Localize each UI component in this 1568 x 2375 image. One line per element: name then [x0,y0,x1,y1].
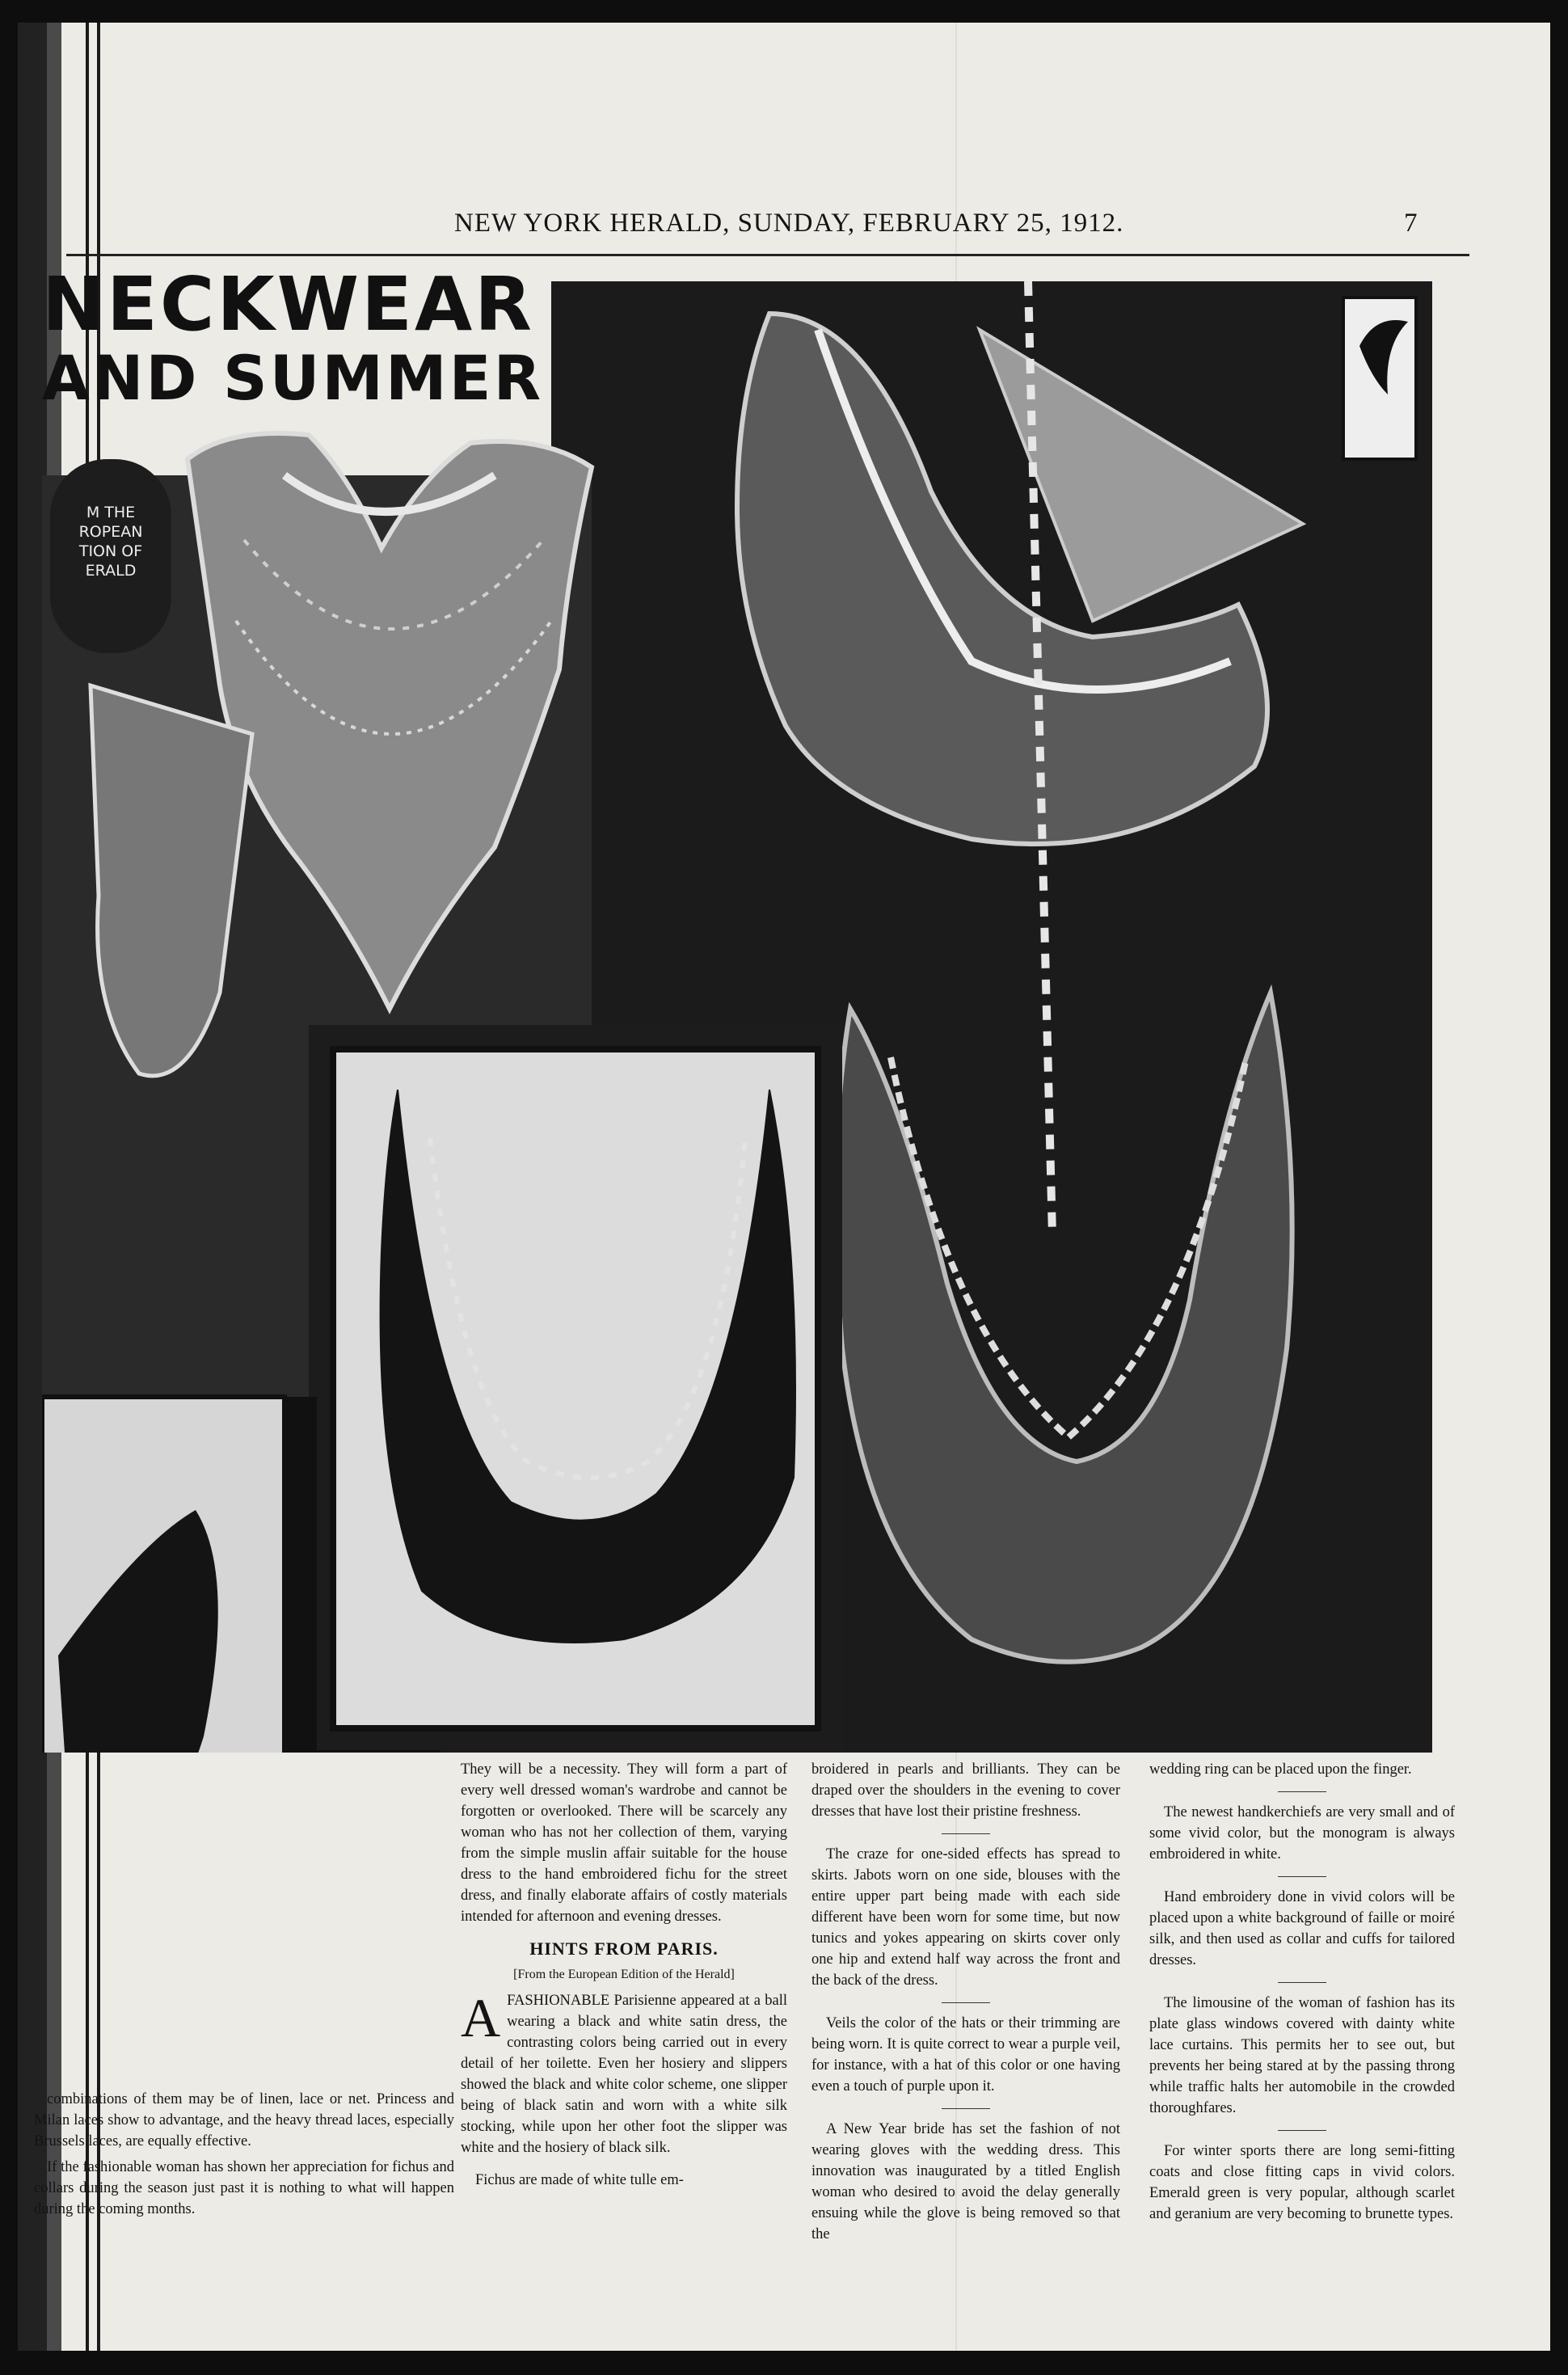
paragraph: broidered in pearls and brilliants. They can be draped over the shoulders in the evening to cover dresses that have lost their pristine freshness. [811,1761,1120,1820]
article-column-2 [811,1759,1120,2256]
lead-paragraph [461,1987,787,2158]
separator [1278,2130,1326,2131]
newspaper-page [18,23,1550,2351]
section-heading: HINTS FROM PARIS. [529,1938,719,1959]
illustration-panel [42,281,1432,1753]
paragraph: The newest handkerchiefs are very small and of some vivid color, but the monogram is always embroidered in white. [1149,1804,1455,1862]
masthead-title: NEW YORK HERALD, SUNDAY, FEBRUARY 25, 1912. [454,209,1124,238]
paragraph: The limousine of the woman of fashion has its plate glass windows covered with dainty white lace curtains. This permits her to see out, but prevents her being stared at by the passing throng while traffic halts her automobile in the crowded thoroughfares. [1149,1995,1455,2116]
badge-line: TION OF [78,542,143,560]
paragraph: A New Year bride has set the fashion of not wearing gloves with the wedding dress. This innovation was inaugurated by a titled English woman who desired to avoid the delay generally ensuing while the glove is being removed so that the [811,2121,1120,2242]
lead-text: FASHIONABLE Parisienne appeared at a ball wearing a black and white satin dress, the contrasting colors being carried out in every detail of her toilette. Even her hosiery and slippers showed the black and white color scheme, one slipper being of black satin and worn with a white silk stocking, while upon her other foot the slipper was white and the hosiery of black silk. [461,1993,787,2156]
paragraph: combinations of them may be of linen, lace or net. Princess and Milan laces show to advantage, and the heavy thread laces, especially Brussels laces, are equally effective. [34,2091,454,2149]
headline-line-2: AND SUMMER [42,342,544,414]
edition-badge [50,459,171,653]
masthead-rule [66,254,1469,256]
separator [942,2002,990,2003]
paragraph: Fichus are made of white tulle em- [475,2172,684,2188]
source-line: [From the European Edition of the Herald] [513,1968,735,1981]
separator [1278,1876,1326,1877]
left-column-fragment [34,2089,454,2225]
separator [1278,1791,1326,1792]
neckwear-illustrations [42,281,1432,1753]
separator [942,1833,990,1834]
badge-line: ERALD [85,562,137,580]
badge-line: M THE [86,504,136,521]
paragraph: wedding ring can be placed upon the finger. [1149,1761,1412,1778]
article-column-1 [461,1759,787,2202]
paragraph: Veils the color of the hats or their trimming are being worn. It is quite correct to wear a purple veil, for instance, with a hat of this color or one having even a touch of purple upon it. [811,2015,1120,2094]
separator [942,2108,990,2109]
paragraph: The craze for one-sided effects has spread to skirts. Jabots worn on one side, blouses with the entire upper part being made with each side different have been worn for some time, but now tunics and yokes appearing on skirts cover only one hip and extend half way across the front and the back of the dress. [811,1846,1120,1989]
drop-cap: A [461,1987,501,2048]
paragraph: Hand embroidery done in vivid colors will be placed upon a white background of faille or moiré silk, and then used as collar and cuffs for tailored dresses. [1149,1889,1455,1968]
badge-line: ROPEAN [78,523,143,541]
paragraph: They will be a necessity. They will form a part of every well dressed woman's wardrobe and cannot be forgotten or overlooked. There will be scarcely any woman who has not her collection of them, varying from the simple muslin affair suitable for the house dress to the hand embroidered fichu for the street dress, and finally elaborate affairs of costly materials intended for afternoon and evening dresses. [461,1761,787,1925]
paragraph: If the fashionable woman has shown her appreciation for fichus and collars during the season just past it is nothing to what will happen during the coming months. [34,2159,454,2217]
separator [1278,1982,1326,1983]
page-number: 7 [1404,209,1418,238]
masthead [179,181,1473,238]
headline-line-1: NECKWEAR [42,261,535,348]
headline [42,261,544,415]
article-column-3 [1149,1759,1455,2236]
paragraph: For winter sports there are long semi-fitting coats and close fitting caps in vivid colors. Emerald green is very popular, although scarlet and geranium are very becoming to brunette types. [1149,2143,1455,2222]
